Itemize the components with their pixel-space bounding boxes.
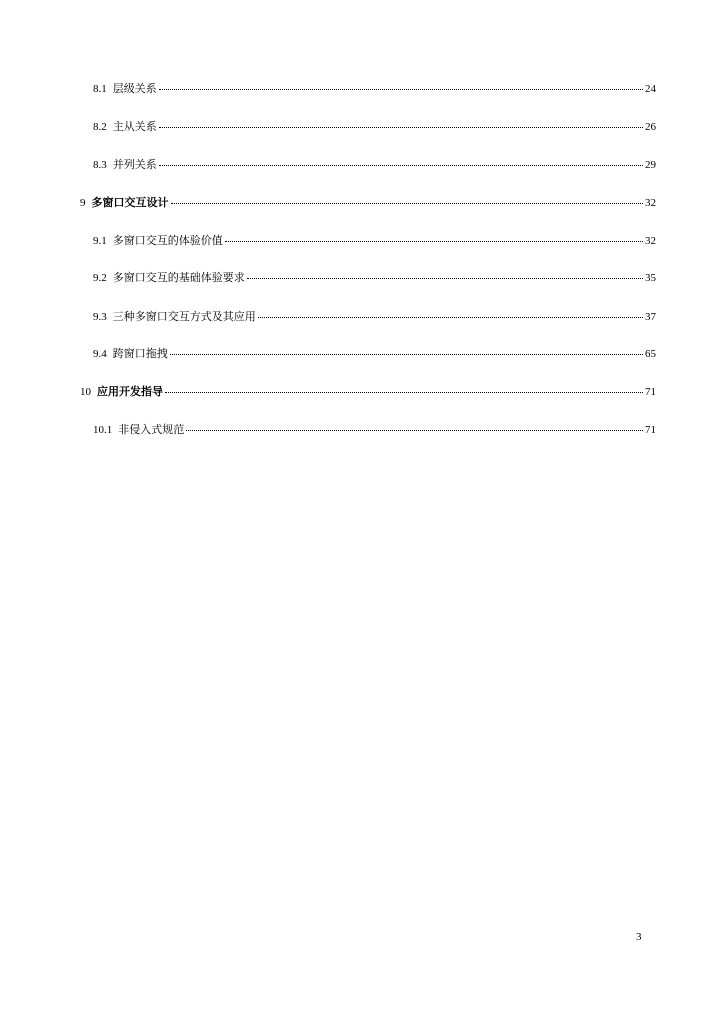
toc-entry[interactable]	[93, 82, 656, 96]
toc-leader-dots	[171, 203, 644, 204]
toc-entry-title: 主从关系	[112, 120, 157, 133]
toc-entry-page: 37	[645, 311, 656, 323]
toc-entry-page: 26	[645, 121, 656, 133]
toc-leader-dots	[159, 165, 643, 166]
toc-entry-title: 三种多窗口交互方式及其应用	[112, 310, 256, 323]
toc-entry[interactable]	[93, 120, 656, 134]
toc-entry-page: 24	[645, 83, 656, 95]
toc-leader-dots	[225, 241, 643, 242]
toc-entry-title: 非侵入式规范	[118, 423, 185, 436]
toc-leader-dots	[258, 317, 643, 318]
page-number: 3	[636, 931, 642, 943]
toc-entry-number: 10	[80, 386, 91, 398]
toc-entry[interactable]	[93, 347, 656, 361]
toc-leader-dots	[165, 392, 643, 393]
toc-entry-title: 跨窗口拖拽	[112, 347, 168, 360]
toc-leader-dots	[159, 127, 643, 128]
toc-leader-dots	[247, 278, 643, 279]
toc-entry-number: 8.1	[93, 83, 107, 95]
toc-entry[interactable]	[93, 423, 656, 437]
toc-leader-dots	[186, 430, 643, 431]
toc-entry-title: 并列关系	[112, 158, 157, 171]
toc-entry-number: 9.4	[93, 348, 107, 360]
toc-entry-number: 8.2	[93, 121, 107, 133]
toc-entry-number: 9.3	[93, 311, 107, 323]
toc-entry[interactable]	[93, 234, 656, 248]
toc-entry-number: 9.1	[93, 235, 107, 247]
toc-entry-page: 32	[645, 197, 656, 209]
toc-entry-title: 层级关系	[112, 82, 157, 95]
toc-entry[interactable]	[93, 310, 656, 324]
toc-entry-page: 65	[645, 348, 656, 360]
toc-leader-dots	[159, 89, 643, 90]
toc-entry-title: 多窗口交互设计	[91, 196, 169, 209]
toc-entry-title: 多窗口交互的体验价值	[112, 234, 223, 247]
toc-entry-number: 9.2	[93, 272, 107, 284]
toc-entry-page: 71	[645, 386, 656, 398]
toc-entry-number: 8.3	[93, 159, 107, 171]
toc-leader-dots	[170, 354, 643, 355]
toc-entry-page: 32	[645, 235, 656, 247]
toc-entry-number: 9	[80, 197, 86, 209]
toc-entry-number: 10.1	[93, 424, 113, 436]
toc-entry[interactable]	[93, 271, 656, 285]
toc-entry-chapter[interactable]	[80, 385, 656, 399]
toc-entry-page: 29	[645, 159, 656, 171]
toc-entry-title: 多窗口交互的基础体验要求	[112, 271, 245, 284]
toc-entry-title: 应用开发指导	[97, 385, 163, 398]
toc-entry-page: 71	[645, 424, 656, 436]
toc-entry-chapter[interactable]	[80, 196, 656, 210]
toc-entry-page: 35	[645, 272, 656, 284]
toc-entry[interactable]	[93, 158, 656, 172]
